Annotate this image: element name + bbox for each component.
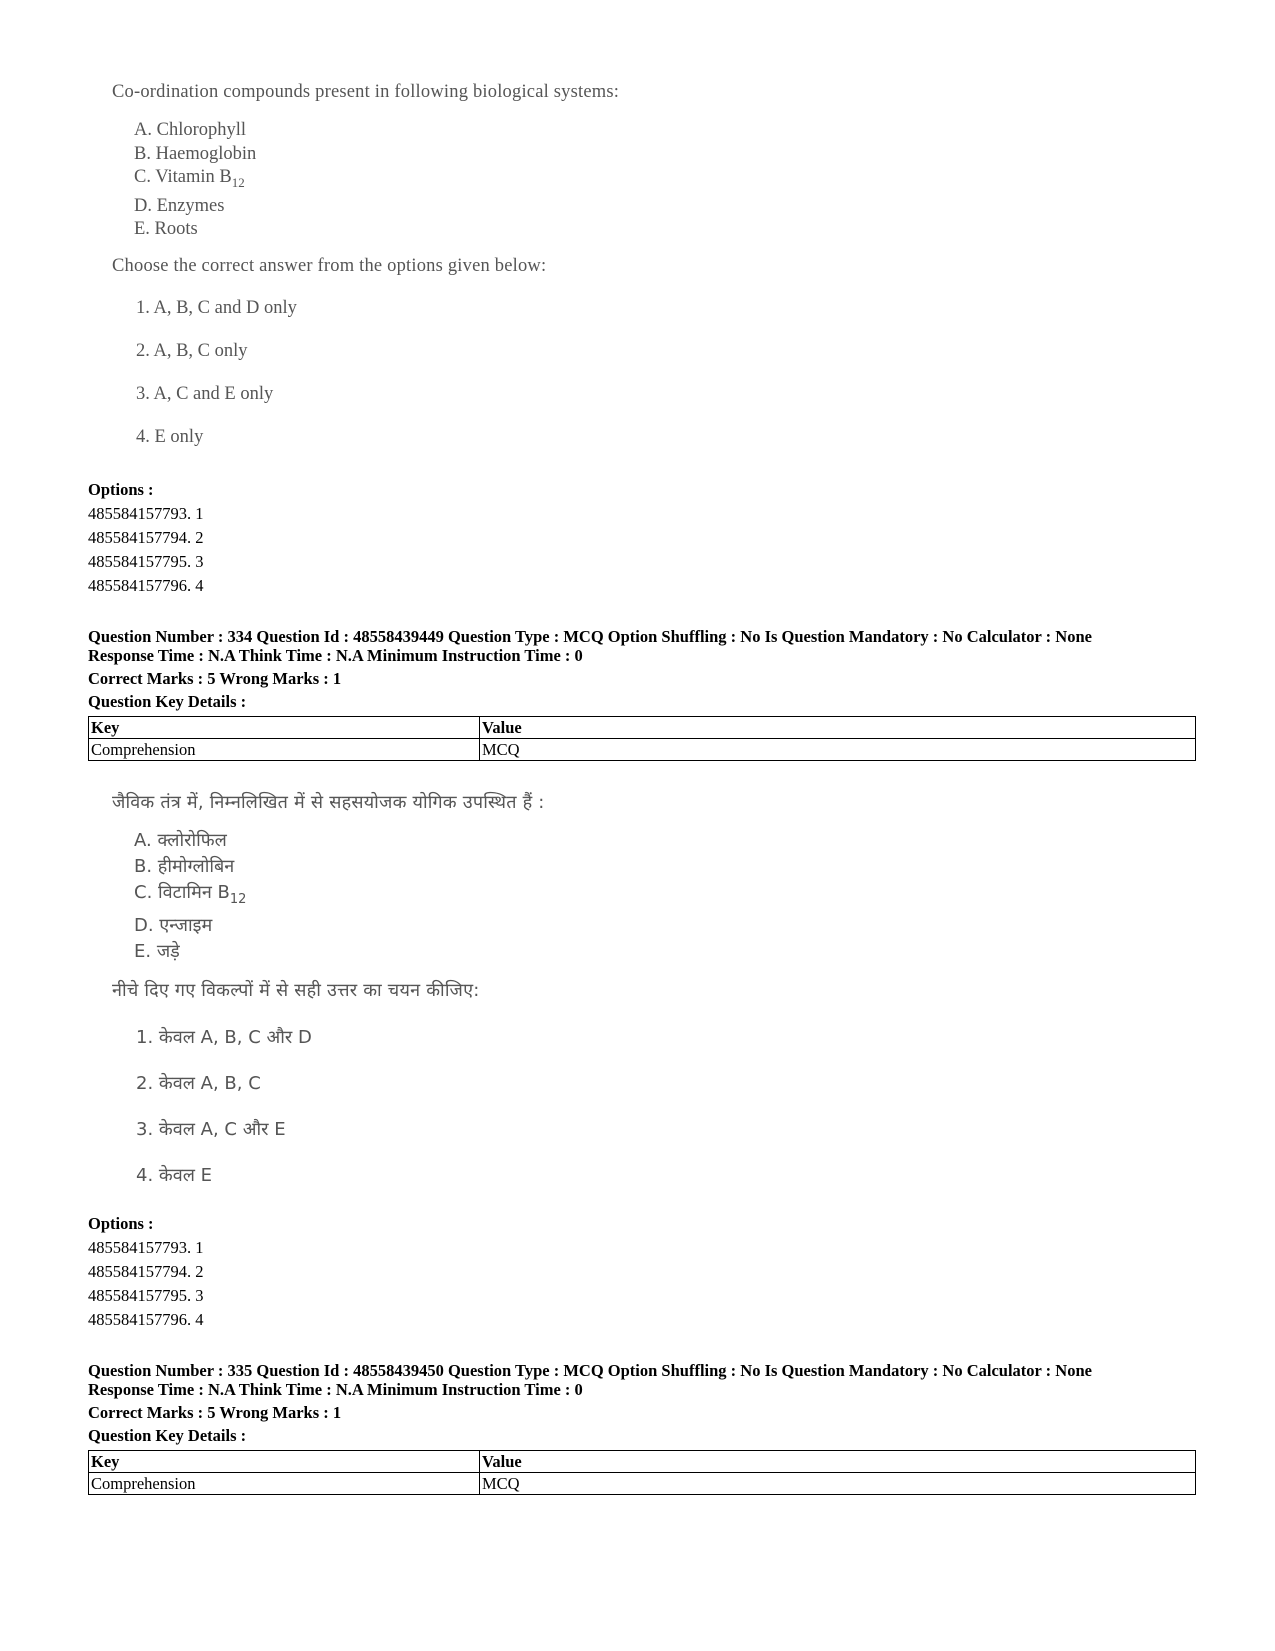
- answer-choice: 4. केवल E: [136, 1165, 213, 1186]
- option-item: 485584157794. 2: [88, 528, 204, 547]
- table-header-key: Key: [89, 717, 480, 739]
- table-header-key: Key: [89, 1451, 480, 1473]
- options-label: Options :: [88, 480, 154, 499]
- option-item: 485584157796. 4: [88, 1310, 204, 1329]
- marks-line: Correct Marks : 5 Wrong Marks : 1: [88, 669, 342, 688]
- question-meta: [88, 627, 1198, 665]
- answer-choice: 1. A, B, C and D only: [136, 298, 297, 318]
- list-item: B. हीमोग्लोबिन: [134, 856, 235, 877]
- answer-choice: 2. A, B, C only: [136, 341, 248, 361]
- question-instruction: नीचे दिए गए विकल्पों में से सही उत्तर का चयन कीजिए:: [112, 980, 480, 1001]
- item-list: [134, 119, 619, 242]
- option-item: 485584157795. 3: [88, 552, 204, 571]
- table-header-row: [89, 1451, 1196, 1473]
- question-meta: [88, 1361, 1198, 1399]
- question-header: Question Number : 334 Question Id : 48558439449 Question Type : MCQ Option Shuffling : No Is Question Mandatory : No Calculator : None: [88, 627, 1092, 646]
- table-row: [89, 739, 1196, 761]
- options-label: Options :: [88, 1214, 154, 1233]
- hindi-question-image: [112, 790, 545, 1186]
- option-item: 485584157794. 2: [88, 1262, 204, 1281]
- options-block: [88, 478, 204, 598]
- option-item: 485584157795. 3: [88, 1286, 204, 1305]
- marks-line: Correct Marks : 5 Wrong Marks : 1: [88, 1403, 342, 1422]
- option-item: 485584157796. 4: [88, 576, 204, 595]
- list-item: C. विटामिन $B_{12}$: [134, 882, 247, 907]
- table-header-value: Value: [480, 717, 1196, 739]
- answer-choice: 1. केवल A, B, C और D: [136, 1027, 312, 1048]
- key-details-label: Question Key Details :: [88, 692, 247, 711]
- options-block: [88, 1212, 204, 1332]
- key-details-table: [88, 716, 1196, 761]
- answer-choice: 3. केवल A, C और E: [136, 1119, 286, 1140]
- option-item: 485584157793. 1: [88, 504, 204, 523]
- table-cell-key: Comprehension: [89, 1473, 480, 1495]
- question-timing: Response Time : N.A Think Time : N.A Minimum Instruction Time : 0: [88, 646, 583, 665]
- list-item: E. जड़े: [134, 941, 180, 962]
- table-header-value: Value: [480, 1451, 1196, 1473]
- table-header-row: [89, 717, 1196, 739]
- question-timing: Response Time : N.A Think Time : N.A Minimum Instruction Time : 0: [88, 1380, 583, 1399]
- list-item: A. क्लोरोफिल: [134, 830, 227, 851]
- answer-choice: 4. E only: [136, 427, 204, 447]
- subscript: 12: [231, 175, 245, 190]
- subscript: 12: [229, 892, 247, 907]
- item-list: [134, 828, 545, 965]
- table-cell-key: Comprehension: [89, 739, 480, 761]
- key-details-label: Question Key Details :: [88, 1426, 247, 1445]
- list-item: A. Chlorophyll: [134, 120, 247, 140]
- list-item: D. Enzymes: [134, 195, 225, 216]
- key-details-table: [88, 1450, 1196, 1495]
- option-item: 485584157793. 1: [88, 1238, 204, 1257]
- table-row: [89, 1473, 1196, 1495]
- question-stem: जैविक तंत्र में, निम्नलिखित में से सहसयोजक योगिक उपस्थित हैं :: [112, 792, 545, 813]
- table-cell-value: MCQ: [480, 739, 1196, 761]
- list-item: B. Haemoglobin: [134, 143, 257, 164]
- question-header: Question Number : 335 Question Id : 48558439450 Question Type : MCQ Option Shuffling : No Is Question Mandatory : No Calculator : None: [88, 1361, 1092, 1380]
- question-stem: Co-ordination compounds present in following biological systems:: [112, 82, 620, 102]
- question-instruction: Choose the correct answer from the options given below:: [112, 256, 547, 276]
- english-question-image: [112, 82, 620, 447]
- list-item: E. Roots: [134, 219, 198, 239]
- answer-choice: 2. केवल A, B, C: [136, 1073, 261, 1094]
- list-item: C. Vitamin $B_{12}$: [134, 167, 245, 190]
- answer-choice: 3. A, C and E only: [136, 384, 274, 404]
- table-cell-value: MCQ: [480, 1473, 1196, 1495]
- list-item: D. एन्जाइम: [134, 915, 213, 936]
